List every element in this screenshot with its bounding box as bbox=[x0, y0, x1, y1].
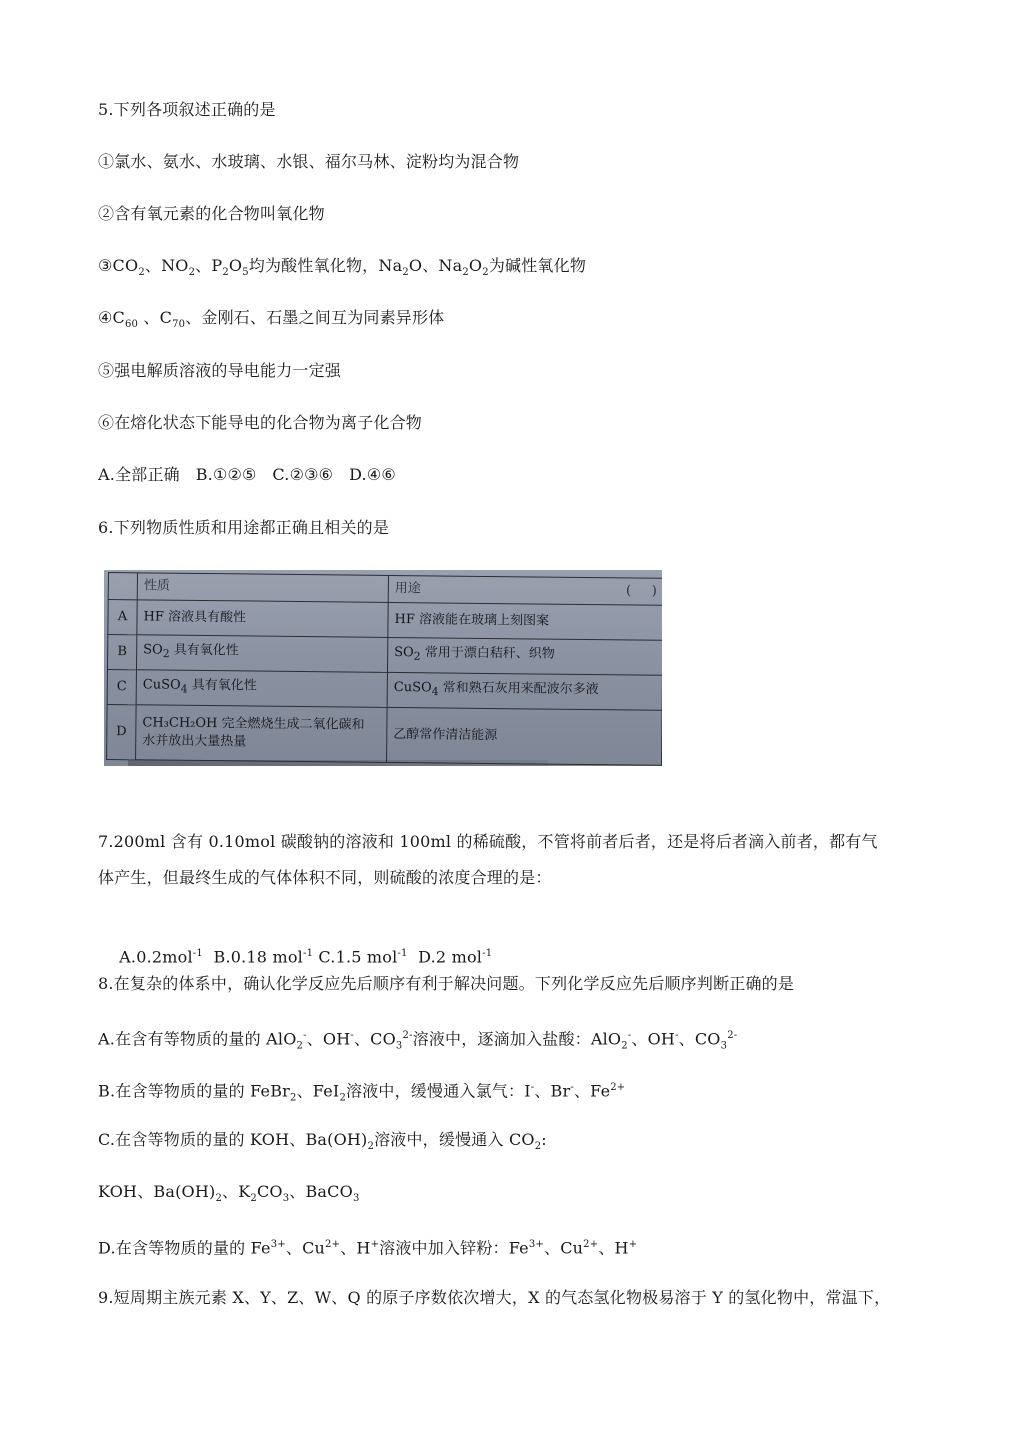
q8-option-b: B.在含等物质的量的 FeBr$_2$、FeI$_2$溶液中，缓慢通入氯气：I-、Br-、$Fe^{2+}$ bbox=[98, 1081, 626, 1104]
q9-line-1: 9.短周期主族元素 X、Y、Z、W、Q 的原子序数依次增大，X 的气态氢化物极易溶于 Y 的氢化物中，常温下， bbox=[98, 1288, 891, 1307]
table-row: A HF 溶液具有酸性 HF 溶液能在玻璃上刻图案 bbox=[108, 600, 662, 641]
q7-line-1: 7.200ml 含有 0.10mol 碳酸钠的溶液和 100ml 的稀硫酸，不管将前者后者，还是将后者滴入前者，都有气 bbox=[98, 832, 878, 851]
q5-statement-2: ②含有氧元素的化合物叫氧化物 bbox=[98, 204, 325, 223]
q5-statement-5: ⑤强电解质溶液的导电能力一定强 bbox=[98, 361, 342, 380]
table-header-prop: 性质 bbox=[137, 573, 388, 603]
q6-table-photo bbox=[104, 570, 662, 766]
q8-stem: 8.在复杂的体系中，确认化学反应先后顺序有利于解决问题。下列化学反应先后顺序判断正确的是 bbox=[98, 974, 795, 993]
q7-line-2: 体产生，但最终生成的气体体积不同，则硫酸的浓度合理的是： bbox=[98, 868, 552, 887]
q5-statement-3: $③CO_2$、$NO_2$、$P_2O_5$均为酸性氧化物，$Na_2O$、$Na_2O_2$为碱性氧化物 bbox=[98, 256, 587, 279]
table-row: B $SO_2$ 具有氧化性 $SO_2$ 常用于漂白秸秆、织物 bbox=[107, 635, 662, 676]
q8-option-c-continued: KOH、$Ba(OH)_2$、$K_2CO_3$、BaCO$_3$ bbox=[98, 1182, 360, 1205]
q5-statement-6: ⑥在熔化状态下能导电的化合物为离子化合物 bbox=[98, 413, 423, 432]
q5-statement-1: ①氯水、氨水、水玻璃、水银、福尔马林、淀粉均为混合物 bbox=[98, 152, 520, 171]
table-header-use: 用途 ( ) bbox=[388, 575, 662, 605]
q5-options: A.全部正确 B.①②⑤ C.②③⑥ D.④⑥ bbox=[98, 465, 396, 484]
q6-table bbox=[106, 572, 662, 766]
q8-option-a: A.在含有等物质的量的 AlO$_2$-、OH-、$CO_3^{2-}$溶液中，逐滴加入盐酸：AlO$_2$-、OH-、$CO_3^{2-}$ bbox=[98, 1029, 738, 1052]
table-row: C CuSO$_4$ 具有氧化性 CuSO$_4$ 常和熟石灰用来配波尔多液 bbox=[107, 669, 662, 710]
photo-blur-edge bbox=[128, 760, 548, 766]
q8-option-d: D.在含等物质的量的 $Fe^{3+}$、$Cu^{2+}$、H+溶液中加入锌粉：$Fe^{3+}$、$Cu^{2+}$、H+ bbox=[98, 1238, 638, 1258]
table-row: D CH₃CH₂OH 完全燃烧生成二氧化碳和 水并放出大量热量 乙醇常作清洁能源 bbox=[107, 704, 662, 765]
q5-statement-4: $④C_{60}$ 、$C_{70}$、金刚石、石墨之间互为同素异形体 bbox=[98, 308, 445, 331]
q5-stem: 5.下列各项叙述正确的是 bbox=[98, 100, 276, 119]
q8-option-c: C.在含等物质的量的 KOH、$Ba(OH)_2$溶液中，缓慢通入 $CO_2$: bbox=[98, 1130, 547, 1153]
table-header-key bbox=[108, 573, 137, 600]
q6-stem: 6.下列物质性质和用途都正确且相关的是 bbox=[98, 518, 390, 537]
q7-options: A.0.2mol$^{-1}$ B.0.18 mol$^{-1}$ C.1.5 mol$^{-1}$ D.2 mol$^{-1}$ bbox=[119, 947, 493, 967]
